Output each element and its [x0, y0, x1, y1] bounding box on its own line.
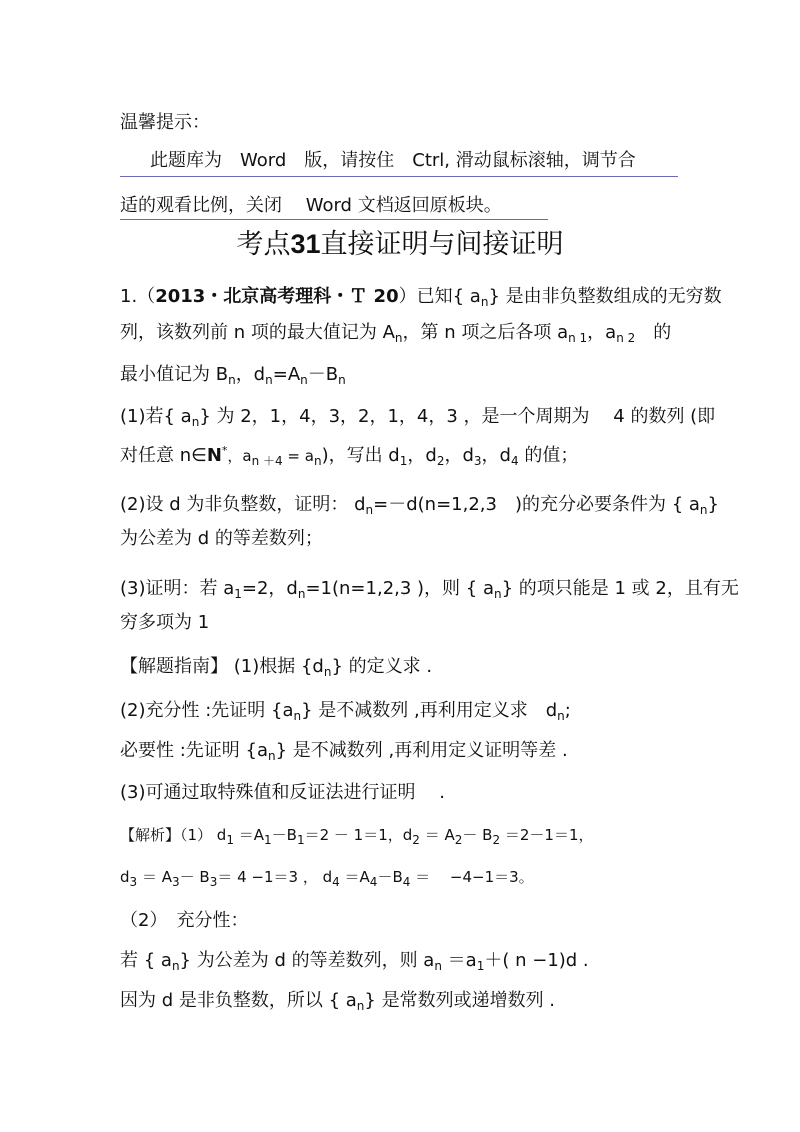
- text-seg: －B: [377, 868, 403, 886]
- solution-line-4: [120, 950, 589, 973]
- naturals-symbol: N: [206, 445, 222, 466]
- text-seg: ，d: [407, 445, 437, 466]
- text-seg: = a: [282, 447, 314, 465]
- page-title: [0, 228, 800, 261]
- text-seg: 最小值记为 B: [120, 364, 229, 385]
- title-prefix: 考点: [236, 229, 291, 260]
- subscript: 2: [436, 454, 445, 468]
- subscript: n: [268, 749, 276, 763]
- text-seg: } 是由非负整数组成的无穷数: [488, 286, 722, 307]
- text-seg: ，d: [444, 445, 474, 466]
- text-seg: } 是不减数列 ,再利用定义证明等差 .: [275, 740, 568, 761]
- text-seg: －B: [307, 364, 339, 385]
- subscript: n: [313, 454, 322, 468]
- text-seg: ，a: [227, 447, 252, 465]
- tip-underline-1: [120, 176, 678, 177]
- subscript: n: [228, 373, 236, 387]
- text-seg: ＝A: [339, 868, 370, 886]
- solution-line-3: [120, 910, 248, 932]
- text-seg: 穷多项为 1: [120, 612, 210, 633]
- text-seg: }: [707, 494, 719, 515]
- part1-line-2: [120, 444, 578, 468]
- subscript: n: [365, 503, 374, 517]
- text-seg: =－d(n=1,2,3 )的充分必要条件为 { a: [373, 494, 700, 515]
- tip-line-1: [150, 150, 636, 172]
- subscript: n: [356, 999, 365, 1013]
- text-seg: ＝ 4 −1＝3 ， d: [217, 868, 333, 886]
- text-seg: 因为 d 是非负整数，所以 { a: [120, 990, 357, 1011]
- subscript: n: [434, 959, 442, 973]
- subscript: 4: [369, 875, 378, 889]
- text-seg: （2） 充分性：: [120, 910, 249, 931]
- solution-line-2: [120, 868, 534, 889]
- subscript: n ＋4: [251, 454, 283, 468]
- text-seg: =2，d: [241, 578, 298, 599]
- text-seg: (2)设 d 为非负整数，证明： d: [120, 494, 366, 515]
- text-seg: 【解题指南】 (1)根据 {d: [120, 656, 324, 677]
- text-seg: } 为公差为 d 的等差数列，则 a: [179, 950, 435, 971]
- tip-line-1-text: 此题库为 Word 版，请按住 Ctrl, 滑动鼠标滚轴，调节合: [150, 150, 636, 171]
- solution-line-1: [120, 826, 594, 847]
- text-seg: ＝ −4−1＝3。: [410, 868, 534, 886]
- text-seg: } 的项只能是 1 或 2，且有无: [501, 578, 739, 599]
- text-seg: (1)若{ a: [120, 406, 192, 427]
- guide-line-2: [120, 700, 571, 723]
- subscript: n: [300, 373, 308, 387]
- subscript: n: [494, 587, 502, 601]
- subscript: n 2: [616, 331, 636, 345]
- text-seg: ＝ A: [137, 868, 172, 886]
- part1-line-1: [120, 406, 715, 429]
- subscript: n: [394, 331, 403, 345]
- problem-line-2: [120, 322, 671, 345]
- text-seg: ＝a: [441, 950, 477, 971]
- text-seg: } 的定义求 .: [331, 656, 433, 677]
- text-seg: (3)证明：若 a: [120, 578, 235, 599]
- subscript: n 1: [568, 331, 588, 345]
- text-seg: －B: [271, 826, 297, 844]
- tip-line-2: [120, 195, 502, 217]
- text-seg: － B: [462, 826, 493, 844]
- subscript: 4: [332, 875, 340, 889]
- problem-line-3: [120, 364, 346, 387]
- text-seg: 【解析】（1） d: [120, 826, 227, 844]
- text-seg: ＝2－1＝1，: [500, 826, 594, 844]
- subscript: 1: [296, 833, 305, 847]
- text-seg: (3)可通过取特殊值和反证法进行证明 .: [120, 782, 445, 803]
- guide-line-1: [120, 656, 432, 679]
- part2-line-1: [120, 494, 719, 517]
- text-seg: =1(n=1,2,3 )，则 { a: [305, 578, 494, 599]
- text-seg: d: [120, 868, 130, 886]
- subscript: n: [338, 373, 346, 387]
- text-seg: ＝ A: [419, 826, 455, 844]
- subscript: n: [191, 415, 200, 429]
- problem-line-1: [120, 286, 722, 309]
- text-seg: ，第 n 项之后各项 a: [402, 322, 569, 343]
- text-seg: 必要性 :先证明 {a: [120, 740, 268, 761]
- text-seg: ，d: [481, 445, 511, 466]
- subscript: n: [699, 503, 708, 517]
- subscript: 2: [412, 833, 420, 847]
- subscript: 3: [171, 875, 180, 889]
- guide-line-3: [120, 740, 568, 763]
- subscript: 2: [454, 833, 463, 847]
- subscript: n: [557, 709, 565, 723]
- subscript: 1: [226, 833, 234, 847]
- text-seg: 的: [635, 322, 672, 343]
- text-seg: 的值；: [518, 445, 579, 466]
- text-seg: } 为 2，1，4，3，2，1，4，3 ，是一个周期为 4 的数列 (即: [199, 406, 716, 427]
- text-seg: (2)充分性 :先证明 {a: [120, 700, 294, 721]
- subscript: 1: [399, 454, 408, 468]
- text-seg: 1.（: [120, 286, 156, 307]
- text-seg: － B: [179, 868, 210, 886]
- guide-line-4: [120, 782, 445, 804]
- subscript: n: [293, 709, 302, 723]
- subscript: 1: [234, 587, 242, 601]
- subscript: 4: [510, 454, 519, 468]
- problem-source: 2013・北京高考理科・Ｔ 20: [155, 286, 399, 307]
- title-number: 31: [290, 229, 321, 259]
- text-seg: 列，该数列前 n 项的最大值记为 A: [120, 322, 395, 343]
- text-seg: 为公差为 d 的等差数列；: [120, 528, 323, 549]
- text-seg: ＝2 － 1＝1，d: [304, 826, 413, 844]
- subscript: n: [323, 665, 332, 679]
- part3-line-2: [120, 612, 209, 634]
- title-suffix: 直接证明与间接证明: [320, 229, 564, 260]
- subscript: 3: [129, 875, 138, 889]
- subscript: 3: [209, 875, 218, 889]
- subscript: n: [297, 587, 306, 601]
- text-seg: ，d: [235, 364, 266, 385]
- subscript: 2: [492, 833, 501, 847]
- subscript: 1: [476, 959, 485, 973]
- text-seg: ＋( n −1)d .: [484, 950, 589, 971]
- text-seg: } 是常数列或递增数列 .: [364, 990, 556, 1011]
- text-seg: ，a: [587, 322, 617, 343]
- text-seg: 对任意 n∈: [120, 445, 207, 466]
- tip-underline-2: [120, 219, 548, 220]
- text-seg: )，写出 d: [321, 445, 400, 466]
- text-seg: } 是不减数列 ,再利用定义求 d: [301, 700, 558, 721]
- subscript: 1: [264, 833, 272, 847]
- solution-line-5: [120, 990, 555, 1013]
- text-seg: 若 { a: [120, 950, 172, 971]
- subscript: n: [265, 373, 273, 387]
- text-seg: ;: [564, 700, 571, 721]
- part3-line-1: [120, 578, 739, 601]
- part2-line-2: [120, 528, 323, 550]
- subscript: 3: [473, 454, 482, 468]
- subscript: 4: [402, 875, 411, 889]
- text-seg: ）已知{ a: [398, 286, 481, 307]
- tip-heading: [120, 112, 210, 134]
- subscript: n: [171, 959, 180, 973]
- text-seg: =A: [272, 364, 301, 385]
- superscript: *: [221, 444, 228, 457]
- tip-line-2-text: 适的观看比例，关闭 Word 文档返回原板块。: [120, 195, 502, 216]
- text-seg: ＝A: [233, 826, 265, 844]
- subscript: n: [480, 295, 489, 309]
- tip-heading-text: 温馨提示：: [120, 112, 210, 133]
